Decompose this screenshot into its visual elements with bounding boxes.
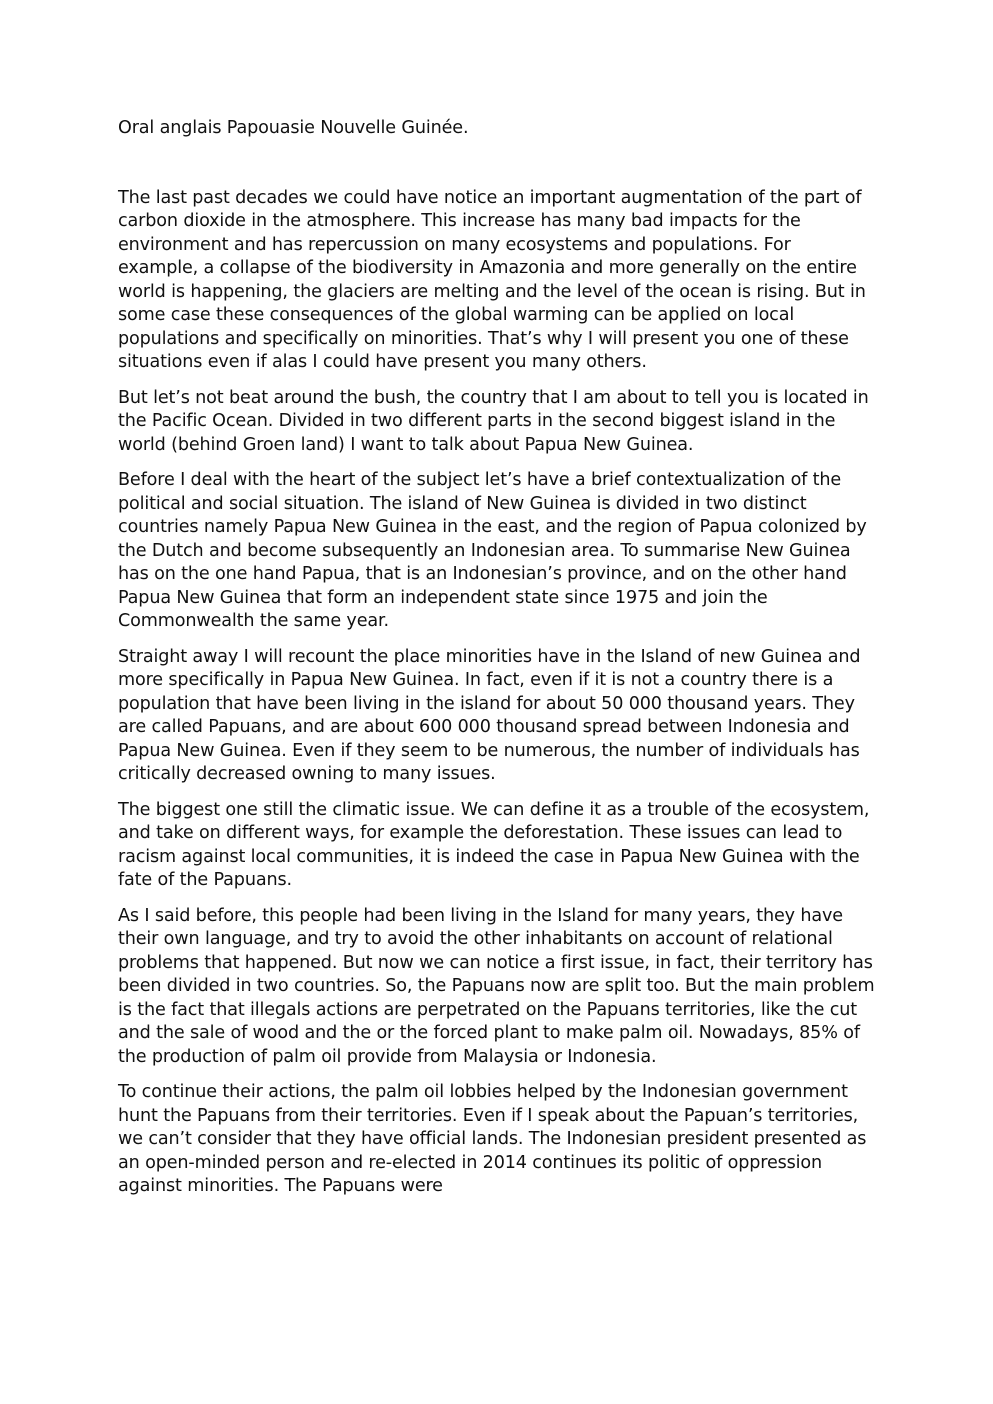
paragraph-1: The last past decades we could have notice an important augmentation of the part of carbon dioxide in the atmosphere. This increase has many bad impacts for the environment and has repercussion on many ecosystems and populations. For example, a collapse of the biodiversity in Amazonia and more generally on the entire world is happening, the glaciers are melting and the level of the ocean is rising. But in some case these consequences of the global warming can be applied on local populations and specifically on minorities. That’s why I will present you one of these situations even if alas I could have present you many others.: [118, 187, 866, 372]
paragraph-4: Straight away I will recount the place minorities have in the Island of new Guinea and more specifically in Papua New Guinea. In fact, even if it is not a country there is a population that have been living in the island for about 50 000 thousand years. They are called Papuans, and are about 600 000 thousand spread between Indonesia and Papua New Guinea. Even if they seem to be numerous, the number of individuals has critically decreased owning to many issues.: [118, 646, 861, 784]
paragraph-5: The biggest one still the climatic issue. We can define it as a trouble of the ecosystem, and take on different ways, for example the deforestation. These issues can lead to racism against local communities, it is indeed the case in Papua New Guinea with the fate of the Papuans.: [118, 799, 870, 890]
paragraph-3: Before I deal with the heart of the subject let’s have a brief contextualization of the political and social situation. The island of New Guinea is divided in two distinct countries namely Papua New Guinea in the east, and the region of Papua colonized by the Dutch and become subsequently an Indonesian area. To summarise New Guinea has on the one hand Papua, that is an Indonesian’s province, and on the other hand Papua New Guinea that form an independent state since 1975 and join the Commonwealth the same year.: [118, 470, 867, 631]
document-title: Oral anglais Papouasie Nouvelle Guinée.: [118, 118, 469, 138]
paragraph-7: To continue their actions, the palm oil lobbies helped by the Indonesian government hunt the Papuans from their territories. Even if I speak about the Papuan’s territories, we can’t consider that they have official lands. The Indonesian president presented as an open-minded person and re-elected in 2014 continues its politic of oppression against minorities. The Papuans were: [118, 1082, 867, 1196]
paragraph-2: But let’s not beat around the bush, the country that I am about to tell you is located in the Pacific Ocean. Divided in two different parts in the second biggest island in the world (behind Groen land) I want to talk about Papua New Guinea.: [118, 387, 869, 455]
paragraph-6: As I said before, this people had been living in the Island for many years, they have their own language, and try to avoid the other inhabitants on account of relational problems that happened. But now we can notice a first issue, in fact, their territory has been divided in two countries. So, the Papuans now are split too. But the main problem is the fact that illegals actions are perpetrated on the Papuans territories, like the cut and the sale of wood and the or the forced plant to make palm oil. Nowadays, 85% of the production of palm oil provide from Malaysia or Indonesia.: [118, 905, 875, 1067]
document-body: [118, 117, 876, 1211]
